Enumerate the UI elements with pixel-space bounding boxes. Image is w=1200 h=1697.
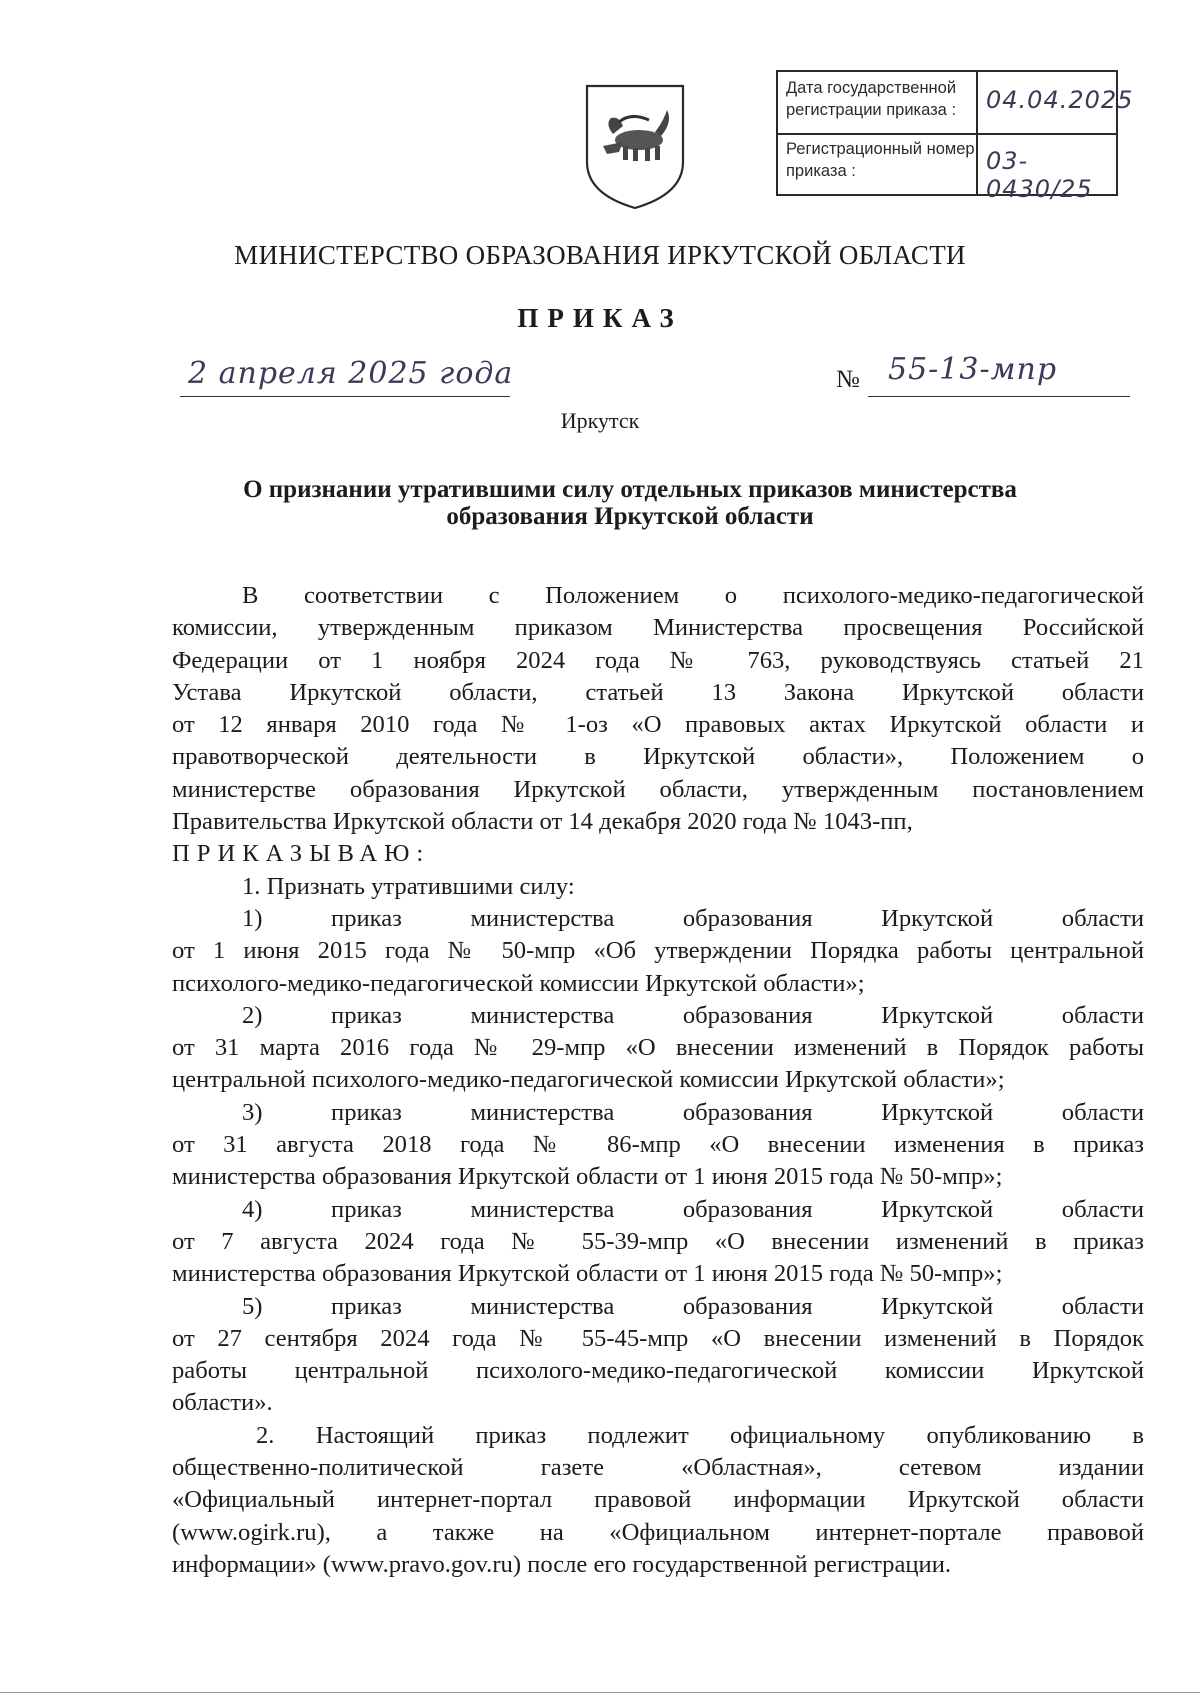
stamp-number-label: Регистрационный номер приказа : [786,140,975,180]
handwritten-number: 55-13-мпр [888,352,1058,387]
city: Иркутск [560,408,640,433]
number-sign: № [836,366,860,393]
point-2-line: общественно-политической газете «Областная», сетевом издании [172,1454,1144,1482]
list-item-line: от 7 августа 2024 года № 55-39-мпр «О внесении изменений в приказ [172,1227,1144,1255]
subject-line: образования Иркутской области [446,503,814,530]
list-item-line: 1) приказ министерства образования Иркутской области [242,904,1144,932]
point-2-line: информации» (www.pravo.gov.ru) после его государственной регистрации. [172,1550,952,1578]
list-item-line: от 31 марта 2016 года № 29-мпр «О внесении изменений в Порядок работы [172,1034,1144,1062]
body-line: от 12 января 2010 года № 1-оз «О правовых актах Иркутской области и [172,711,1144,739]
body-line: комиссии, утвержденным приказом Министерства просвещения Российской [172,614,1144,642]
point-2-line: «Официальный интернет-портал правовой информации Иркутской области [172,1486,1144,1514]
body-line: Устава Иркутской области, статьей 13 Закона Иркутской области [172,678,1144,706]
list-item-line: психолого-медико-педагогической комиссии Иркутской области»; [172,969,865,997]
body-line: правотворческой деятельности в Иркутской области», Положением о [172,743,1144,771]
list-item-line: работы центральной психолого-медико-педагогической комиссии Иркутской [172,1357,1144,1385]
coat-of-arms-icon [583,82,687,212]
list-item-line: от 27 сентября 2024 года № 55-45-мпр «О внесении изменений в Порядок [172,1324,1144,1352]
stamp-date-row [778,72,1134,135]
list-item-line: 5) приказ министерства образования Иркутской области [242,1292,1144,1320]
list-item-line: министерства образования Иркутской области от 1 июня 2015 года № 50-мпр»; [172,1163,1003,1191]
page-bottom-edge [0,1692,1200,1693]
stamp-number-row [778,133,1116,203]
list-item-line: 3) приказ министерства образования Иркутской области [242,1098,1144,1126]
registration-stamp [776,70,1134,203]
number-underline [868,396,1130,397]
stamp-number-value: 03-0430/25 [986,147,1093,203]
point-2-line: (www.ogirk.ru), а также на «Официальном интернет-портале правовой [172,1518,1144,1546]
list-item-line: 2) приказ министерства образования Иркутской области [242,1001,1144,1029]
list-item-line: 4) приказ министерства образования Иркутской области [242,1195,1144,1223]
document-body [172,580,1144,1581]
handwritten-date: 2 апреля 2025 года [188,356,514,391]
point-1-title: 1. Признать утратившими силу: [242,872,575,900]
subject-line: О признании утратившими силу отдельных приказов министерства [243,476,1017,503]
date-underline [180,396,510,397]
babr-icon [603,110,669,161]
list-item-line: центральной психолого-медико-педагогической комиссии Иркутской области»; [172,1066,1005,1094]
body-line: Федерации от 1 ноября 2024 года № 763, руководствуясь статьей 21 [172,646,1144,674]
stamp-date-label: Дата государственной регистрации приказа : [786,79,957,119]
body-line: В соответствии с Положением о психолого-медико-педагогической [242,582,1144,609]
ministry-name: МИНИСТЕРСТВО ОБРАЗОВАНИЯ ИРКУТСКОЙ ОБЛАСТИ [234,240,966,270]
document-subject [140,476,1120,530]
body-line: министерстве образования Иркутской области, утвержденным постановлением [172,775,1144,803]
point-2-line: 2. Настоящий приказ подлежит официальному опубликованию в [256,1421,1144,1449]
stamp-date-value: 04.04.2025 [986,86,1134,114]
body-line: Правительства Иркутской области от 14 декабря 2020 года № 1043-пп, [172,808,913,836]
order-word: ПРИКАЗЫВАЮ: [172,840,431,868]
list-item-line: области». [172,1389,273,1417]
list-item-line: министерства образования Иркутской области от 1 июня 2015 года № 50-мпр»; [172,1260,1003,1288]
list-item-line: от 1 июня 2015 года № 50-мпр «Об утверждении Порядка работы центральной [172,937,1144,965]
list-item-line: от 31 августа 2018 года № 86-мпр «О внесении изменения в приказ [172,1131,1144,1159]
document-type: ПРИКАЗ [517,303,683,333]
